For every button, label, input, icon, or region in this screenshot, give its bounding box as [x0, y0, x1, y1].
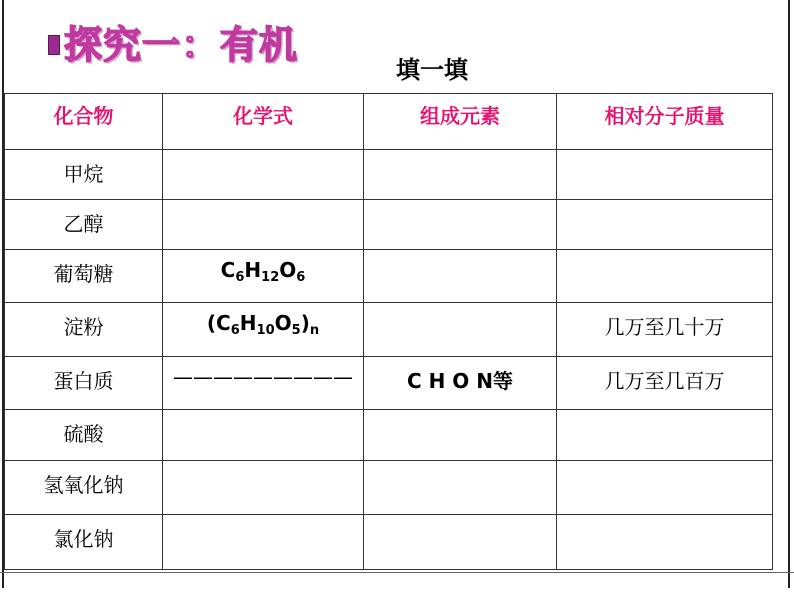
mass-cell: 几万至几十万 [557, 303, 773, 357]
formula-starch: $(C_6H_{10}O_5)_n$ [206, 311, 320, 338]
header-formula: 化学式 [163, 94, 364, 150]
formula-cell[interactable] [163, 515, 364, 570]
formula-cell[interactable] [163, 200, 364, 250]
mass-cell[interactable] [557, 461, 773, 515]
mass-cell[interactable] [557, 200, 773, 250]
mass-cell[interactable] [557, 150, 773, 200]
mass-cell[interactable] [557, 250, 773, 303]
elements-cell: C H O N等 [364, 357, 557, 410]
table-row [5, 303, 773, 357]
bullet-marker-icon [48, 35, 60, 55]
bottom-rule [0, 572, 794, 573]
mass-cell[interactable] [557, 410, 773, 461]
elements-cell[interactable] [364, 200, 557, 250]
compound-cell: 蛋白质 [5, 357, 163, 410]
compound-cell: 乙醇 [5, 200, 163, 250]
compound-cell: 甲烷 [5, 150, 163, 200]
formula-cell[interactable] [163, 461, 364, 515]
compound-cell: 硫酸 [5, 410, 163, 461]
header-mass: 相对分子质量 [557, 94, 773, 150]
subtitle: 填一填 [396, 56, 468, 84]
heading-text: 探究一：有机 [64, 23, 299, 67]
mass-cell: 几万至几百万 [557, 357, 773, 410]
elements-cell[interactable] [364, 461, 557, 515]
table-row [5, 410, 773, 461]
slide-heading [48, 14, 298, 69]
elements-cell[interactable] [364, 150, 557, 200]
compound-cell: 淀粉 [5, 303, 163, 357]
table-header-row [5, 94, 773, 150]
elements-cell[interactable] [364, 515, 557, 570]
header-compound: 化合物 [5, 94, 163, 150]
formula-cell[interactable] [163, 150, 364, 200]
table-row [5, 357, 773, 410]
elements-cell[interactable] [364, 250, 557, 303]
compound-cell: 葡萄糖 [5, 250, 163, 303]
table-row [5, 461, 773, 515]
table-row [5, 150, 773, 200]
formula-glucose: $C_6H_{12}O_6$ [220, 258, 306, 285]
table-row [5, 250, 773, 303]
mass-cell[interactable] [557, 515, 773, 570]
compound-cell: 氢氧化钠 [5, 461, 163, 515]
formula-cell [163, 250, 364, 303]
elements-cell[interactable] [364, 410, 557, 461]
compound-cell: 氯化钠 [5, 515, 163, 570]
table-row [5, 515, 773, 570]
elements-cell[interactable] [364, 303, 557, 357]
formula-cell[interactable] [163, 410, 364, 461]
table-row [5, 200, 773, 250]
formula-cell: ————————— [163, 357, 364, 410]
header-elements: 组成元素 [364, 94, 557, 150]
compound-table [4, 93, 773, 570]
formula-cell [163, 303, 364, 357]
